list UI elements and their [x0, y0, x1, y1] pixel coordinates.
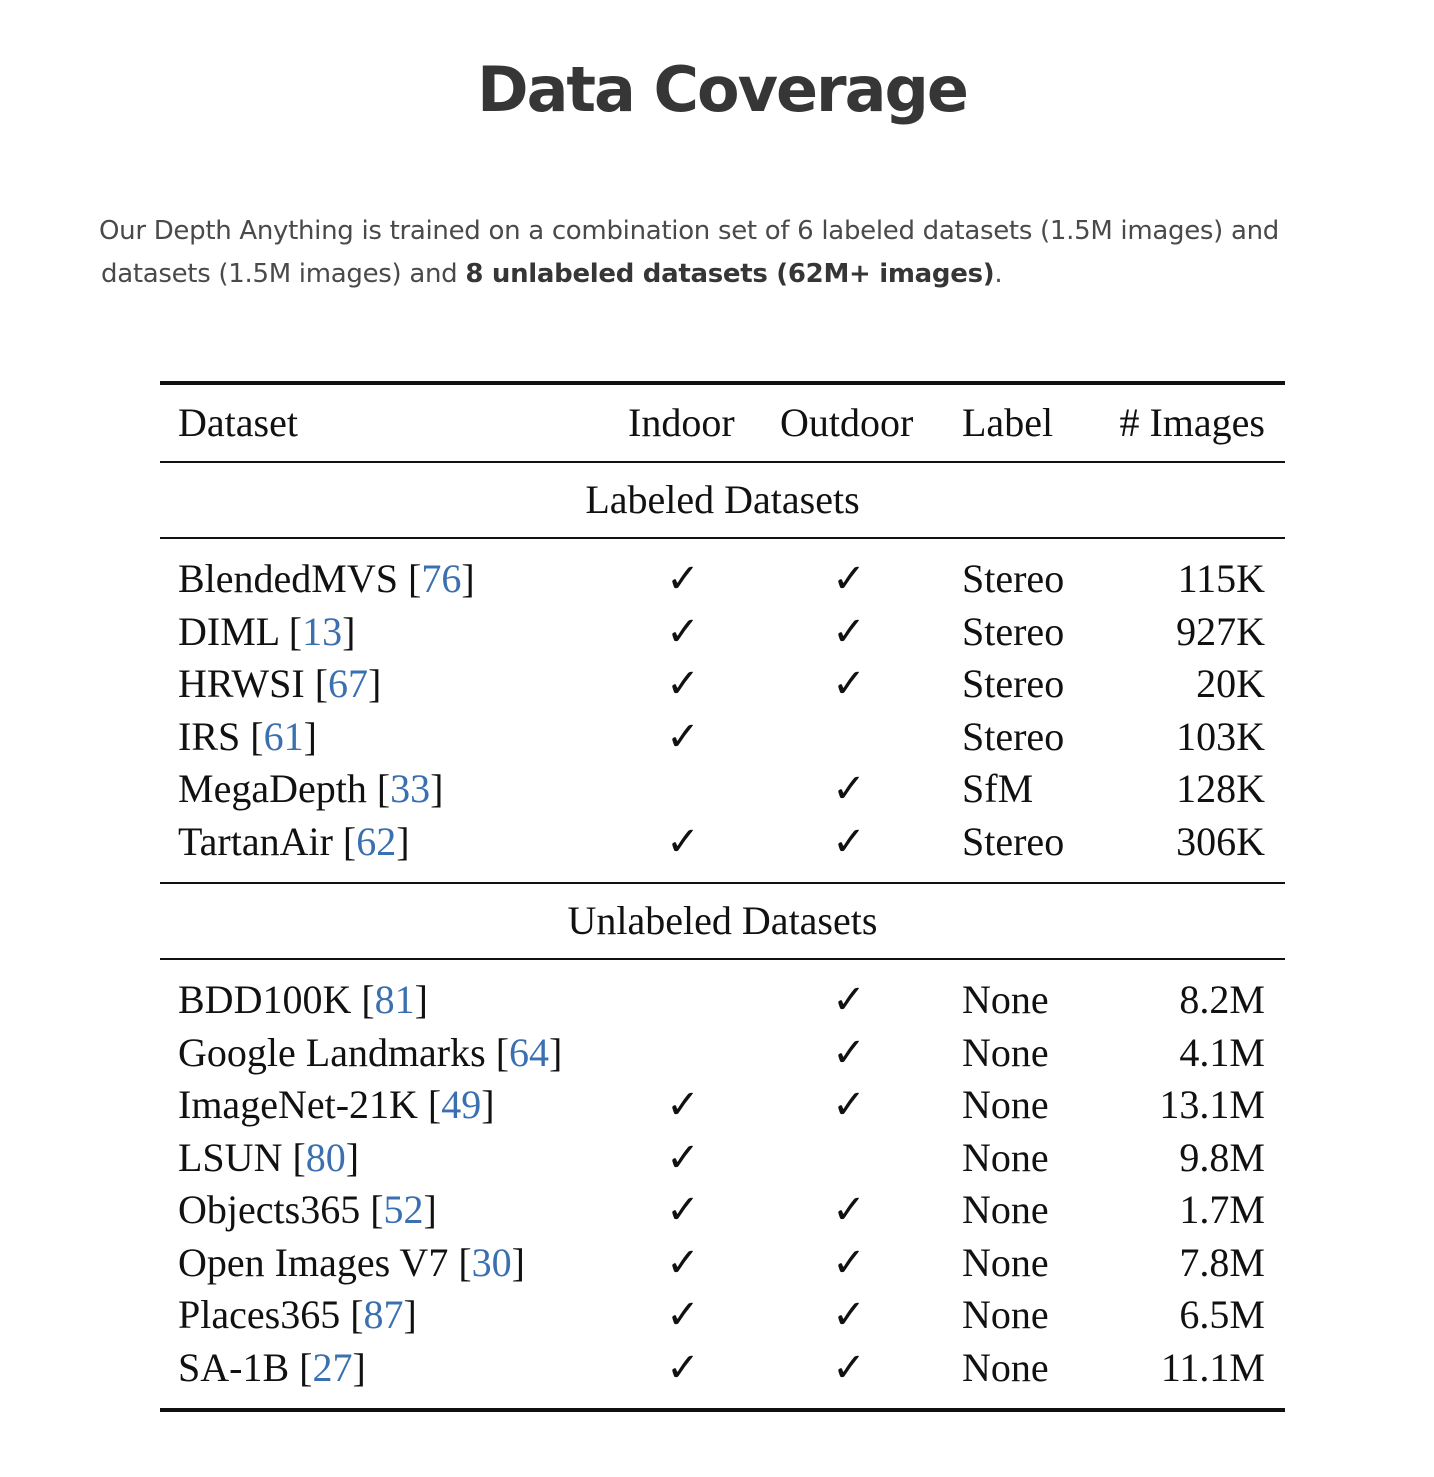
- indoor-check-icon: ✓: [666, 608, 700, 655]
- table-row: [160, 1342, 1285, 1395]
- indoor-check-icon: ✓: [666, 1292, 700, 1338]
- table-row: [160, 711, 1285, 764]
- outdoor-check-icon: ✓: [832, 1082, 866, 1128]
- image-count: 9.8M: [1179, 1134, 1265, 1180]
- indoor-check-icon: ✓: [666, 818, 700, 865]
- dataset-name: SA-1B: [178, 1344, 290, 1390]
- indoor-check-icon: ✓: [666, 556, 700, 602]
- label-type: None: [962, 977, 1049, 1022]
- image-count: 11.1M: [1160, 1344, 1265, 1390]
- label-type: Stereo: [962, 818, 1065, 864]
- table-row: [160, 1237, 1285, 1290]
- table-row: [160, 658, 1285, 711]
- outdoor-check-icon: ✓: [832, 1029, 866, 1076]
- header-images: # Images: [1119, 400, 1265, 445]
- image-count: 128K: [1176, 766, 1265, 811]
- image-count: 8.2M: [1179, 977, 1265, 1022]
- outdoor-check-icon: ✓: [832, 818, 866, 865]
- header-label: Label: [962, 400, 1054, 445]
- image-count: 7.8M: [1179, 1239, 1265, 1285]
- dataset-name: Objects365: [178, 1187, 361, 1232]
- intro-unlabeled-highlight: 8 unlabeled datasets (62M+ images): [465, 259, 995, 289]
- table-row: [160, 1184, 1285, 1237]
- table-row: [160, 763, 1285, 816]
- outdoor-check-icon: ✓: [832, 1344, 866, 1391]
- unlabeled-datasets-body: [160, 960, 1285, 1408]
- dataset-name: LSUN: [178, 1134, 283, 1180]
- outdoor-check-icon: ✓: [832, 1187, 866, 1233]
- section-labeled-title: Labeled Datasets: [585, 477, 860, 522]
- citation-link[interactable]: 81: [374, 977, 415, 1022]
- table-row: [160, 1079, 1285, 1132]
- header-outdoor: Outdoor: [780, 400, 914, 445]
- dataset-name: MegaDepth: [178, 766, 367, 811]
- citation-link[interactable]: 27: [312, 1344, 353, 1390]
- citation-link[interactable]: 67: [328, 661, 369, 706]
- dataset-name: BDD100K: [178, 977, 352, 1022]
- citation-link[interactable]: 52: [383, 1187, 424, 1232]
- intro-paragraph: [99, 210, 1389, 296]
- dataset-name-cell: BlendedMVS [76]: [178, 556, 475, 601]
- dataset-name: IRS: [178, 713, 241, 759]
- dataset-name-cell: IRS [61]: [178, 713, 317, 759]
- table-row: [160, 1027, 1285, 1080]
- header-dataset: Dataset: [178, 400, 298, 445]
- dataset-name: DIML: [178, 608, 279, 654]
- label-type: None: [962, 1187, 1049, 1232]
- dataset-name-cell: MegaDepth [33]: [178, 766, 444, 811]
- dataset-name-cell: ImageNet-21K [49]: [178, 1082, 495, 1127]
- outdoor-check-icon: ✓: [832, 1292, 866, 1338]
- citation-link[interactable]: 76: [421, 556, 462, 601]
- image-count: 115K: [1177, 556, 1265, 601]
- image-count: 103K: [1176, 713, 1265, 759]
- indoor-check-icon: ✓: [666, 1187, 700, 1233]
- dataset-name-cell: Google Landmarks [64]: [178, 1029, 563, 1075]
- indoor-check-icon: ✓: [666, 1134, 700, 1181]
- table-header-row: [160, 385, 1285, 461]
- outdoor-check-icon: ✓: [832, 1239, 866, 1286]
- dataset-name-cell: Places365 [87]: [178, 1292, 417, 1337]
- table-row: [160, 553, 1285, 606]
- dataset-name: Google Landmarks: [178, 1029, 486, 1075]
- indoor-check-icon: ✓: [666, 1239, 700, 1286]
- outdoor-check-icon: ✓: [832, 766, 866, 812]
- citation-link[interactable]: 49: [441, 1082, 482, 1127]
- table-row: [160, 1132, 1285, 1185]
- citation-link[interactable]: 61: [263, 713, 304, 759]
- citation-link[interactable]: 80: [305, 1134, 346, 1180]
- dataset-name: Places365: [178, 1292, 341, 1337]
- intro-line-2-text: datasets (1.5M images) and: [101, 259, 466, 289]
- section-unlabeled-title: Unlabeled Datasets: [567, 898, 878, 943]
- indoor-check-icon: ✓: [666, 1344, 700, 1391]
- dataset-name-cell: HRWSI [67]: [178, 661, 382, 706]
- outdoor-check-icon: ✓: [832, 977, 866, 1023]
- indoor-check-icon: ✓: [666, 1082, 700, 1128]
- label-type: None: [962, 1292, 1049, 1337]
- image-count: 20K: [1196, 661, 1265, 706]
- dataset-name: ImageNet-21K: [178, 1082, 418, 1127]
- dataset-table: [160, 381, 1285, 1412]
- dataset-name-cell: Open Images V7 [30]: [178, 1239, 525, 1285]
- label-type: Stereo: [962, 661, 1065, 706]
- indoor-check-icon: ✓: [666, 713, 700, 760]
- table-row: [160, 816, 1285, 869]
- dataset-name: TartanAir: [178, 818, 333, 864]
- citation-link[interactable]: 30: [471, 1239, 512, 1285]
- label-type: SfM: [962, 766, 1034, 811]
- intro-line-1: Our Depth Anything is trained on a combination set of 6 labeled datasets (1.5M images) and: [99, 216, 1279, 246]
- citation-link[interactable]: 13: [302, 608, 343, 654]
- outdoor-check-icon: ✓: [832, 661, 866, 707]
- intro-line-2: [99, 253, 1389, 296]
- label-type: None: [962, 1239, 1049, 1285]
- label-type: None: [962, 1082, 1049, 1127]
- citation-link[interactable]: 64: [509, 1029, 550, 1075]
- dataset-name-cell: BDD100K [81]: [178, 977, 428, 1022]
- page-title: Data Coverage: [477, 53, 967, 126]
- table-row: [160, 974, 1285, 1027]
- label-type: Stereo: [962, 608, 1065, 654]
- image-count: 6.5M: [1179, 1292, 1265, 1337]
- label-type: None: [962, 1344, 1049, 1390]
- outdoor-check-icon: ✓: [832, 608, 866, 655]
- citation-link[interactable]: 87: [363, 1292, 404, 1337]
- label-type: Stereo: [962, 713, 1065, 759]
- table-bottom-rule: [160, 1408, 1285, 1412]
- table-row: [160, 1289, 1285, 1342]
- dataset-name-cell: SA-1B [27]: [178, 1344, 366, 1390]
- labeled-datasets-body: [160, 539, 1285, 882]
- image-count: 927K: [1176, 608, 1265, 654]
- table-row: [160, 606, 1285, 659]
- label-type: None: [962, 1134, 1049, 1180]
- header-indoor: Indoor: [628, 400, 735, 445]
- intro-line-2-end: .: [994, 259, 1003, 289]
- dataset-name: HRWSI: [178, 661, 305, 706]
- dataset-name: Open Images V7: [178, 1239, 449, 1285]
- dataset-name-cell: Objects365 [52]: [178, 1187, 437, 1232]
- dataset-name-cell: LSUN [80]: [178, 1134, 360, 1180]
- label-type: None: [962, 1029, 1049, 1075]
- image-count: 306K: [1176, 818, 1265, 864]
- image-count: 4.1M: [1179, 1029, 1265, 1075]
- image-count: 1.7M: [1179, 1187, 1265, 1232]
- dataset-name-cell: TartanAir [62]: [178, 818, 410, 864]
- dataset-name: BlendedMVS: [178, 556, 398, 601]
- citation-link[interactable]: 62: [356, 818, 397, 864]
- label-type: Stereo: [962, 556, 1065, 601]
- dataset-name-cell: DIML [13]: [178, 608, 356, 654]
- indoor-check-icon: ✓: [666, 661, 700, 707]
- outdoor-check-icon: ✓: [832, 556, 866, 602]
- image-count: 13.1M: [1159, 1082, 1265, 1127]
- citation-link[interactable]: 33: [390, 766, 431, 811]
